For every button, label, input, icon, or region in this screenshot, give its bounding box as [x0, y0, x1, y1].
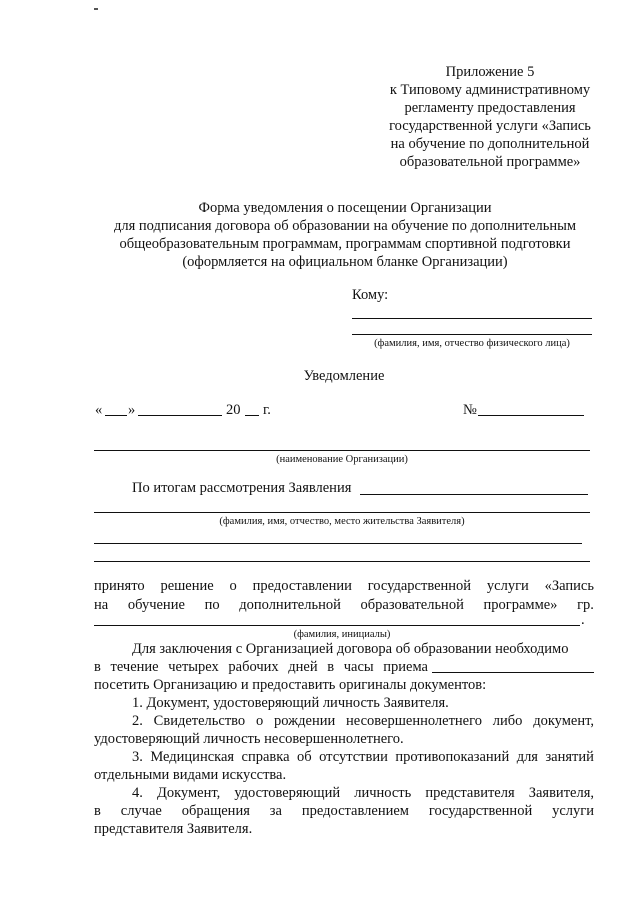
- body-p1-line2: в течение четырех рабочих дней в часы приема: [94, 659, 428, 675]
- document-item-3-line1: 3. Медицинская справка об отсутствии противопоказаний для занятий: [132, 749, 594, 765]
- organization-field[interactable]: [94, 450, 590, 451]
- year-field[interactable]: [245, 415, 259, 416]
- review-field[interactable]: [360, 494, 588, 495]
- decision-end: .: [581, 612, 585, 628]
- body-p1-line3: посетить Организацию и предоставить оригиналы документов:: [94, 677, 487, 693]
- applicant-caption: (фамилия, имя, отчество, место жительства Заявителя): [219, 516, 465, 527]
- recipient-line-2[interactable]: [352, 334, 592, 335]
- applicant-field-2[interactable]: [94, 543, 582, 544]
- document-item-2-line2: удостоверяющий личность несовершеннолетнего.: [94, 731, 404, 747]
- document-item-2-line1: 2. Свидетельство о рождении несовершеннолетнего либо документ,: [132, 713, 594, 729]
- decision-line-2: на обучение по дополнительной образовательной программе» гр.: [94, 597, 594, 613]
- review-text: По итогам рассмотрения Заявления: [132, 480, 352, 496]
- appendix-line: государственной услуги «Запись: [389, 118, 591, 134]
- body-p1-line1: Для заключения с Организацией договора об образовании необходимо: [132, 641, 569, 657]
- document-item-4-line1: 4. Документ, удостоверяющий личность представителя Заявителя,: [132, 785, 594, 801]
- decision-line-1: принято решение о предоставлении государственной услуги «Запись: [94, 578, 594, 594]
- citizen-caption: (фамилия, инициалы): [293, 629, 391, 640]
- document-item-3-line2: отдельными видами искусства.: [94, 767, 287, 783]
- year-prefix: 20: [226, 402, 241, 418]
- appendix-line: регламенту предоставления: [404, 100, 576, 116]
- form-title-line: (оформляется на официальном бланке Организации): [182, 254, 508, 270]
- form-title-line: Форма уведомления о посещении Организации: [198, 200, 492, 216]
- day-field[interactable]: [105, 415, 127, 416]
- notice-heading: Уведомление: [303, 368, 385, 384]
- recipient-line-1[interactable]: [352, 318, 592, 319]
- appendix-line: к Типовому административному: [389, 82, 591, 98]
- appendix-line: Приложение 5: [445, 64, 535, 80]
- reception-hours-field[interactable]: [432, 672, 594, 673]
- form-title-line: для подписания договора об образовании на обучение по дополнительным: [113, 218, 577, 234]
- month-field[interactable]: [138, 415, 222, 416]
- recipient-label: Кому:: [352, 287, 389, 303]
- appendix-line: образовательной программе»: [399, 154, 581, 170]
- applicant-field[interactable]: [94, 512, 590, 513]
- document-item-4-line3: представителя Заявителя.: [94, 821, 253, 837]
- number-field[interactable]: [478, 415, 584, 416]
- form-title-line: общеобразовательным программам, программам спортивной подготовки: [119, 236, 571, 252]
- scan-speck: [94, 8, 98, 10]
- date-close-quote: »: [128, 402, 136, 418]
- number-label: №: [463, 402, 477, 418]
- document-item-4-line2: в случае обращения за предоставлением государственной услуги: [94, 803, 594, 819]
- document-item-1: 1. Документ, удостоверяющий личность Заявителя.: [132, 695, 449, 711]
- recipient-caption: (фамилия, имя, отчество физического лица): [374, 338, 570, 349]
- date-open-quote: «: [95, 402, 103, 418]
- year-suffix: г.: [263, 402, 271, 418]
- applicant-field-3[interactable]: [94, 561, 590, 562]
- organization-caption: (наименование Организации): [276, 454, 408, 465]
- appendix-line: на обучение по дополнительной: [390, 136, 590, 152]
- citizen-field[interactable]: [94, 625, 580, 626]
